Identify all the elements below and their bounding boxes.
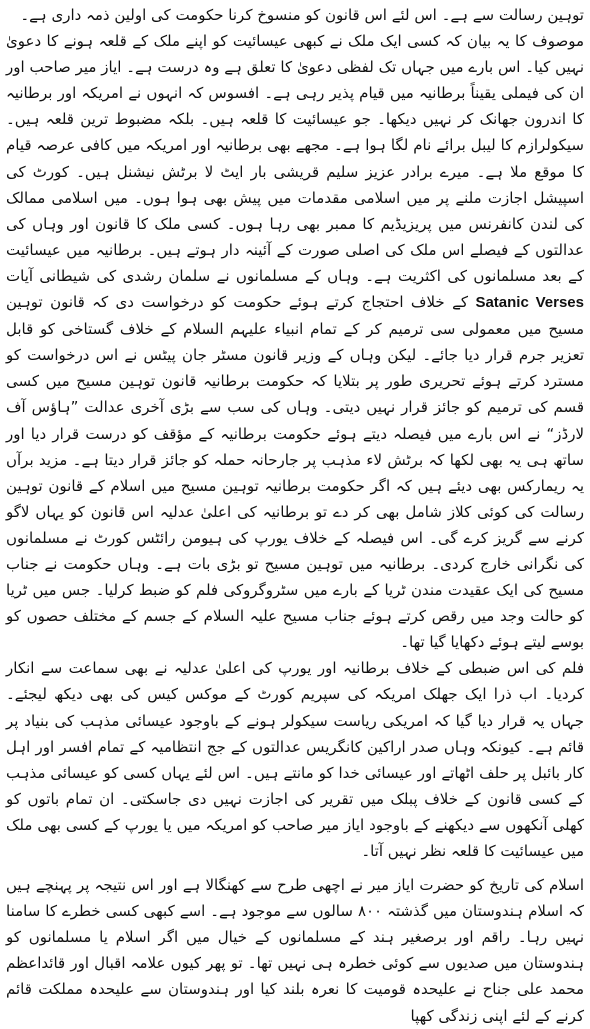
paragraph-2: [6, 28, 584, 655]
column-text: [6, 2, 584, 1025]
paragraph-3: [6, 655, 584, 864]
paragraph-2-english-title: Satanic Verses: [475, 294, 584, 312]
paragraph-2-text-a: موصوف کا یہ بیان کہ کسی ایک ملک نے کبھی عیسائیت کو اپنے ملک کے قلعہ ہونے کا دعویٰ نہیں کیا۔ اس بارے میں جہاں تک لفظی دعویٰ کا تعلق ہے وہ درست ہے۔ ایاز میر صاحب اور ان کی فیملی یقیناً برطانیہ میں قیام پذیر رہی ہے۔ افسوس کہ انہوں نے امریکہ اور برطانیہ کا اندرون جھانک کر نہیں دیکھا۔ جو عیسائیت کا قلعہ ہیں۔ بلکہ مضبوط ترین قلعہ ہیں۔ سیکولرازم کا لیبل برائے نام لگا ہوا ہے۔ مجھے بھی برطانیہ اور امریکہ میں کافی عرصہ قیام کا موقع ملا ہے۔ میرے برادر عزیز سلیم قریشی بار ایٹ لا برٹش نیشنل ہیں۔ کورٹ کی اسپیشل اجازت ملنے پر میں اسلامی مقدمات میں پیش بھی ہوا ہوں۔ میں اسلامی ممالک کی لندن کانفرنس میں پریزیڈیم کا ممبر بھی رہا ہوں۔ کسی ملک کا قانون اور وہاں کی عدالتوں کے فیصلے اس ملک کی اصلی صورت کے آئینہ دار ہوتے ہیں۔ برطانیہ میں عیسائیت کے بعد مسلمانوں کی اکثریت ہے۔ وہاں کے مسلمانوں نے سلمان رشدی کی شیطانی آیات: [6, 32, 584, 285]
paragraph-1-text: توہین رسالت سے ہے۔ اس لئے اس قانون کو منسوخ کرنا حکومت کی اولین ذمہ داری ہے۔: [20, 6, 584, 24]
paragraph-1: [6, 2, 584, 28]
paragraph-2-text-b: کے خلاف احتجاج کرتے ہوئے حکومت کو درخواست دی کہ قانون توہین مسیح میں معمولی سی ترمیم کر کے تمام انبیاء علیہم السلام کے خلاف گستاخی کو قابل تعزیر جرم قرار دیا جائے۔ لیکن وہاں کے وزیر قانون مسٹر جان پیٹس نے اس درخواست کو مسترد کرتے ہوئے تحریری طور پر بتلایا کہ حکومت برطانیہ قانون توہین مسیح میں کسی قسم کی ترمیم کو جائز قرار نہیں دیتی۔ وہاں کی سب سے بڑی آخری عدالت ”ہاؤس آف لارڈز“ نے اس بارے میں فیصلہ دیتے ہوئے حکومت برطانیہ کے مؤقف کو درست قرار دیا اور ساتھ ہی یہ بھی لکھا کہ برٹش لاء مذہب پر جارحانہ حملہ کو جائز قرار دیتا ہے۔ مزید برآں یہ ریمارکس بھی دیئے ہیں کہ اگر حکومت برطانیہ توہین مسیح میں اسلام کے قانون توہین رسالت کی کوئی کلاز شامل بھی کر دے تو برطانیہ کی اعلیٰ عدلیہ اس قانون کو یہاں لاگو کرنے سے گریز کرے گی۔ اس فیصلہ کے خلاف یورپ کی ہیومن رائٹس کورٹ نے مسلمانوں کی نگرانی خارج کردی۔ برطانیہ میں توہین مسیح تو بڑی بات ہے۔ وہاں حکومت نے جناب مسیح کی ایک عقیدت مندن ٹریا کے بارے میں سٹروگروکی فلم کو ضبط کرلیا۔ جس میں ٹریا کو حالت وجد میں رقص کرتے ہوئے جناب مسیح علیہ السلام کے جسم کے مختلف حصوں کو بوسے لیتے ہوئے دکھایا گیا تھا۔: [6, 293, 584, 652]
paragraph-3-text: فلم کی اس ضبطی کے خلاف برطانیہ اور یورپ کی اعلیٰ عدلیہ نے بھی سماعت سے انکار کردیا۔ اب ذرا ایک جھلک امریکہ کی سپریم کورٹ کے موکس کیس کی بھی دیکھ لیجئے۔ جہاں یہ قرار دیا گیا کہ امریکی ریاست سیکولر ہونے کے باوجود عیسائی مذہب کی بنیاد پر قائم ہے۔ کیونکہ وہاں صدر اراکین کانگریس عدالتوں کے جج انتظامیہ کے تمام افسر اور اہل کار بائبل پر حلف اٹھاتے اور عیسائی خدا کو مانتے ہیں۔ اس لئے یہاں کسی کو عیسائی مذہب کے کسی قانون کے خلاف پبلک میں تقریر کی اجازت نہیں دی جاسکتی۔ ان تمام باتوں کو کھلی آنکھوں سے دیکھنے کے باوجود ایاز میر صاحب کو امریکہ میں یا یورپ کے کسی بھی ملک میں عیسائیت کا قلعہ نظر نہیں آتا۔: [6, 659, 584, 860]
paragraph-4: [6, 872, 584, 1029]
paragraph-4-text: اسلام کی تاریخ کو حضرت ایاز میر نے اچھی طرح سے کھنگالا ہے اور اس نتیجہ پر پہنچے ہیں کہ اسلام ہندوستان میں گذشتہ ۸۰۰ سالوں سے موجود ہے۔ اسے کبھی کسی خطرے کا سامنا نہیں رہا۔ راقم اور برصغیر ہند کے مسلمانوں کے خیال میں اگر اسلام یا مسلمانوں کو ہندوستان میں صدیوں سے کوئی خطرہ ہی نہیں تھا۔ تو پھر کیوں علامہ اقبال اور قائداعظم محمد علی جناح نے علیحدہ قومیت کا نعرہ بلند کیا اور ہندوستان سے علیحدہ مملکت قائم کرنے کے لئے اپنی زندگی کھپا: [6, 876, 584, 1025]
